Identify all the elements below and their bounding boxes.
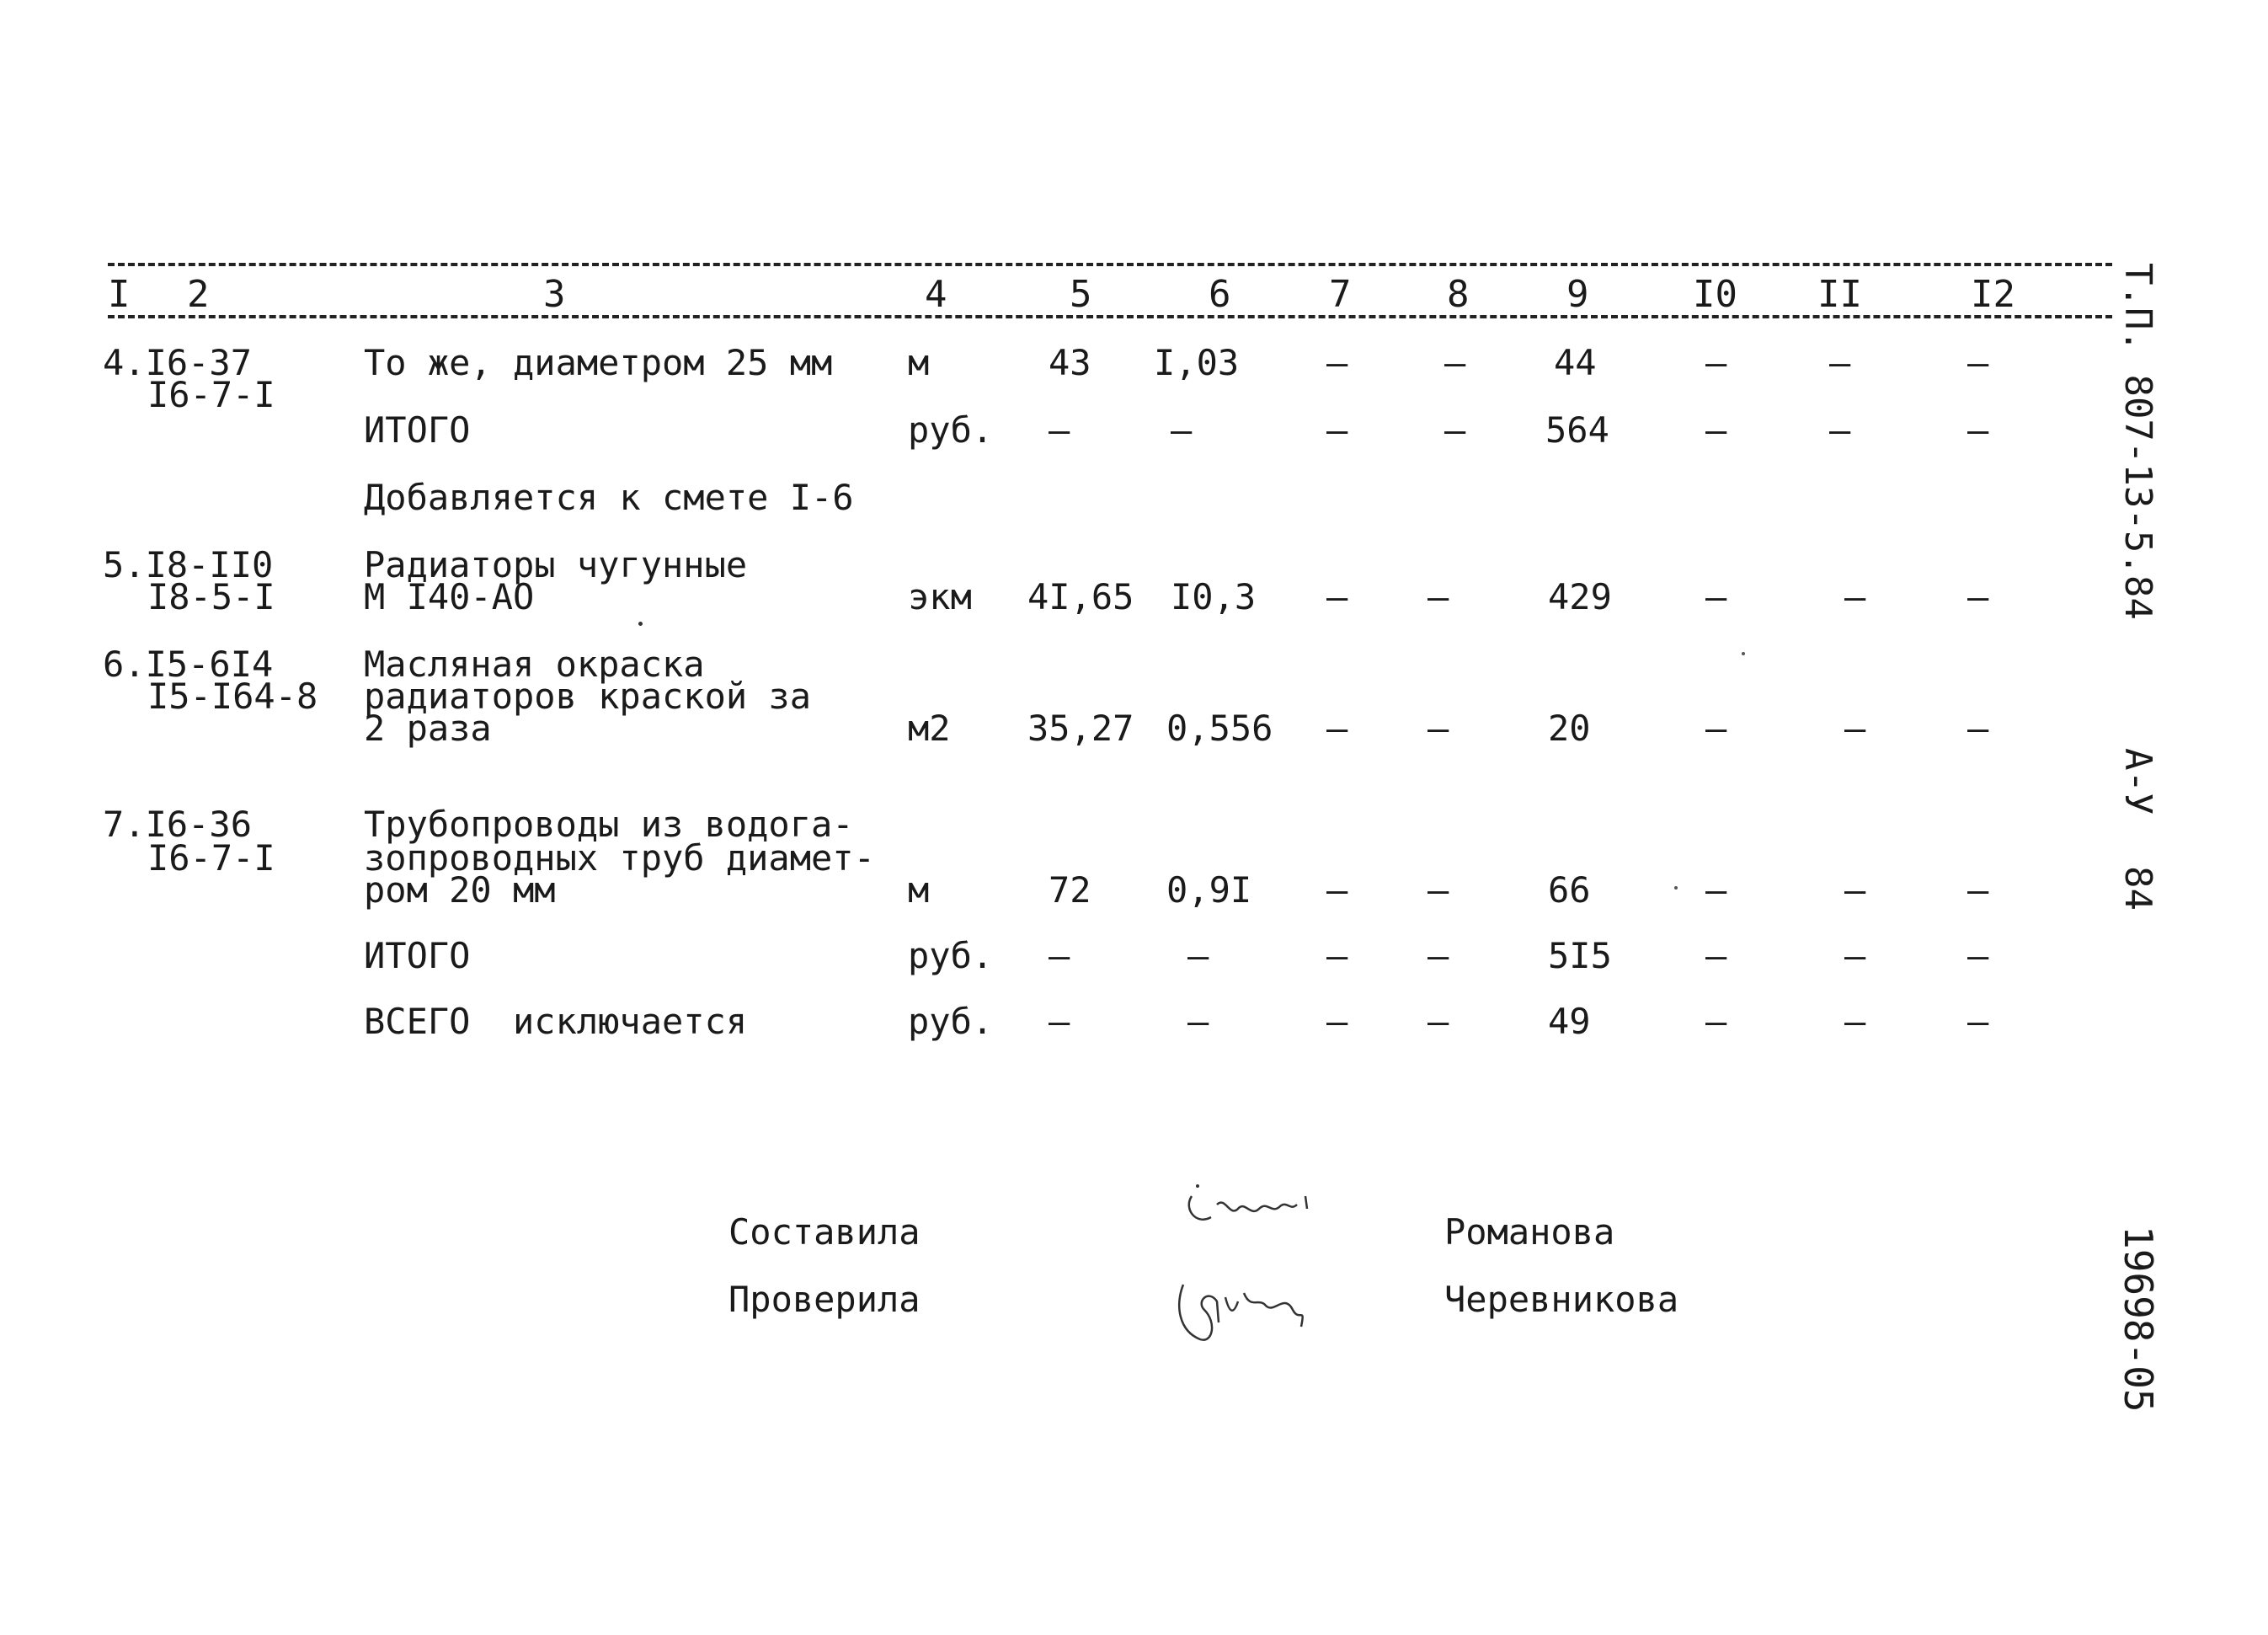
checked-by-label: Проверила <box>728 1279 921 1320</box>
col-header-9: 9 <box>1566 273 1589 316</box>
row-unit: м <box>908 869 930 911</box>
row-col6: – <box>1187 1001 1209 1042</box>
row-col5: – <box>1049 409 1070 451</box>
row-description: ром 20 мм <box>364 869 556 911</box>
row-code-sub: I6-7-I <box>147 837 275 879</box>
row-unit: руб. <box>908 409 994 451</box>
row-col7: – <box>1326 869 1348 911</box>
col-header-11: II <box>1817 273 1862 316</box>
row-unit: руб. <box>908 935 994 976</box>
row-col10: – <box>1705 576 1727 617</box>
stray-dot <box>638 622 643 626</box>
compiled-by-label: Составила <box>728 1211 921 1253</box>
row-col6: 0,9I <box>1166 869 1252 911</box>
row-col12: – <box>1967 342 1989 383</box>
row-col12: – <box>1967 935 1989 976</box>
row-unit: м2 <box>908 708 951 749</box>
row-col11: – <box>1844 1001 1866 1042</box>
row-code: 6.I5-6I4 <box>103 644 274 685</box>
row-col7: – <box>1326 1001 1348 1042</box>
col-header-5: 5 <box>1070 273 1092 316</box>
row-col12: – <box>1967 1001 1989 1042</box>
col-header-8: 8 <box>1447 273 1470 316</box>
row-col7: – <box>1326 342 1348 383</box>
row-code: 4.I6-37 <box>103 342 253 383</box>
row-col9: 44 <box>1554 342 1597 383</box>
row-unit: экм <box>908 576 972 617</box>
row-col6: – <box>1171 409 1193 451</box>
row-description: Масляная окраска <box>364 644 705 685</box>
row-col6: I,03 <box>1154 342 1240 383</box>
row-code: 7.I6-36 <box>103 804 253 845</box>
row-col8: – <box>1428 869 1449 911</box>
row-col5: – <box>1049 935 1070 976</box>
row-code-sub: I8-5-I <box>147 576 275 617</box>
row-description: 2 раза <box>364 708 492 749</box>
compiled-by-name: Романова <box>1444 1211 1615 1253</box>
header-rule-top <box>108 263 2112 266</box>
row-col11: – <box>1844 708 1866 749</box>
row-col6: – <box>1187 935 1209 976</box>
row-col8: – <box>1444 342 1466 383</box>
row-col7: – <box>1326 708 1348 749</box>
row-col12: – <box>1967 576 1989 617</box>
checked-by-name: Черевникова <box>1444 1279 1679 1320</box>
row-col10: – <box>1705 708 1727 749</box>
row-description: ИТОГО <box>364 409 471 451</box>
archive-number-stamp: 19698-05 <box>2116 1226 2161 1413</box>
col-header-4: 4 <box>925 273 947 316</box>
row-description: Радиаторы чугунные <box>364 544 748 585</box>
compiled-signature <box>1179 1171 1331 1247</box>
row-description: зопроводных труб диамет- <box>364 837 875 879</box>
page-number-stamp: 84 <box>2116 866 2159 911</box>
row-col8: – <box>1444 409 1466 451</box>
row-description: Трубопроводы из водога- <box>364 804 854 845</box>
row-unit: м <box>908 342 930 383</box>
row-col9: 429 <box>1548 576 1612 617</box>
col-header-1: I <box>108 273 131 316</box>
row-col8: – <box>1428 935 1449 976</box>
series-stamp: Т.П. 807-13-5.84 <box>2116 263 2159 620</box>
row-col5: 4I,65 <box>1027 576 1134 617</box>
row-col7: – <box>1326 576 1348 617</box>
col-header-3: 3 <box>543 273 566 316</box>
stray-dot <box>1674 886 1678 890</box>
row-col9: 564 <box>1545 409 1609 451</box>
row-col11: – <box>1844 576 1866 617</box>
checked-signature <box>1166 1264 1335 1356</box>
row-col9: 5I5 <box>1548 935 1612 976</box>
row-col11: – <box>1844 869 1866 911</box>
col-header-10: I0 <box>1693 273 1737 316</box>
row-col7: – <box>1326 935 1348 976</box>
row-col9: 66 <box>1548 869 1591 911</box>
row-description: ВСЕГО исключается <box>364 1001 748 1042</box>
row-col8: – <box>1428 576 1449 617</box>
row-col11: – <box>1829 342 1851 383</box>
row-description: М I40-АО <box>364 576 535 617</box>
row-col8: – <box>1428 1001 1449 1042</box>
row-col9: 49 <box>1548 1001 1591 1042</box>
row-col6: I0,3 <box>1171 576 1257 617</box>
row-col10: – <box>1705 1001 1727 1042</box>
album-stamp: А-У <box>2116 748 2159 815</box>
header-rule-bottom <box>108 315 2112 318</box>
row-col5: 43 <box>1049 342 1091 383</box>
row-col12: – <box>1967 708 1989 749</box>
row-col7: – <box>1326 409 1348 451</box>
col-header-7: 7 <box>1329 273 1352 316</box>
row-col12: – <box>1967 869 1989 911</box>
row-col6: 0,556 <box>1166 708 1273 749</box>
row-code-sub: I5-I64-8 <box>147 676 318 717</box>
col-header-2: 2 <box>187 273 210 316</box>
row-code: 5.I8-II0 <box>103 544 274 585</box>
row-col10: – <box>1705 869 1727 911</box>
row-col5: 72 <box>1049 869 1091 911</box>
row-col10: – <box>1705 409 1727 451</box>
row-unit: руб. <box>908 1001 994 1042</box>
section-note: Добавляется к смете I-6 <box>364 477 854 518</box>
row-col5: 35,27 <box>1027 708 1134 749</box>
row-col10: – <box>1705 342 1727 383</box>
col-header-12: I2 <box>1971 273 2015 316</box>
stray-dot <box>1742 652 1745 655</box>
col-header-6: 6 <box>1209 273 1231 316</box>
row-col9: 20 <box>1548 708 1591 749</box>
row-code-sub: I6-7-I <box>147 374 275 415</box>
row-col12: – <box>1967 409 1989 451</box>
row-col8: – <box>1428 708 1449 749</box>
row-col10: – <box>1705 935 1727 976</box>
row-description: То же, диаметром 25 мм <box>364 342 833 383</box>
row-description: радиаторов краской за <box>364 676 812 717</box>
row-description: ИТОГО <box>364 935 471 976</box>
row-col5: – <box>1049 1001 1070 1042</box>
row-col11: – <box>1844 935 1866 976</box>
row-col11: – <box>1829 409 1851 451</box>
